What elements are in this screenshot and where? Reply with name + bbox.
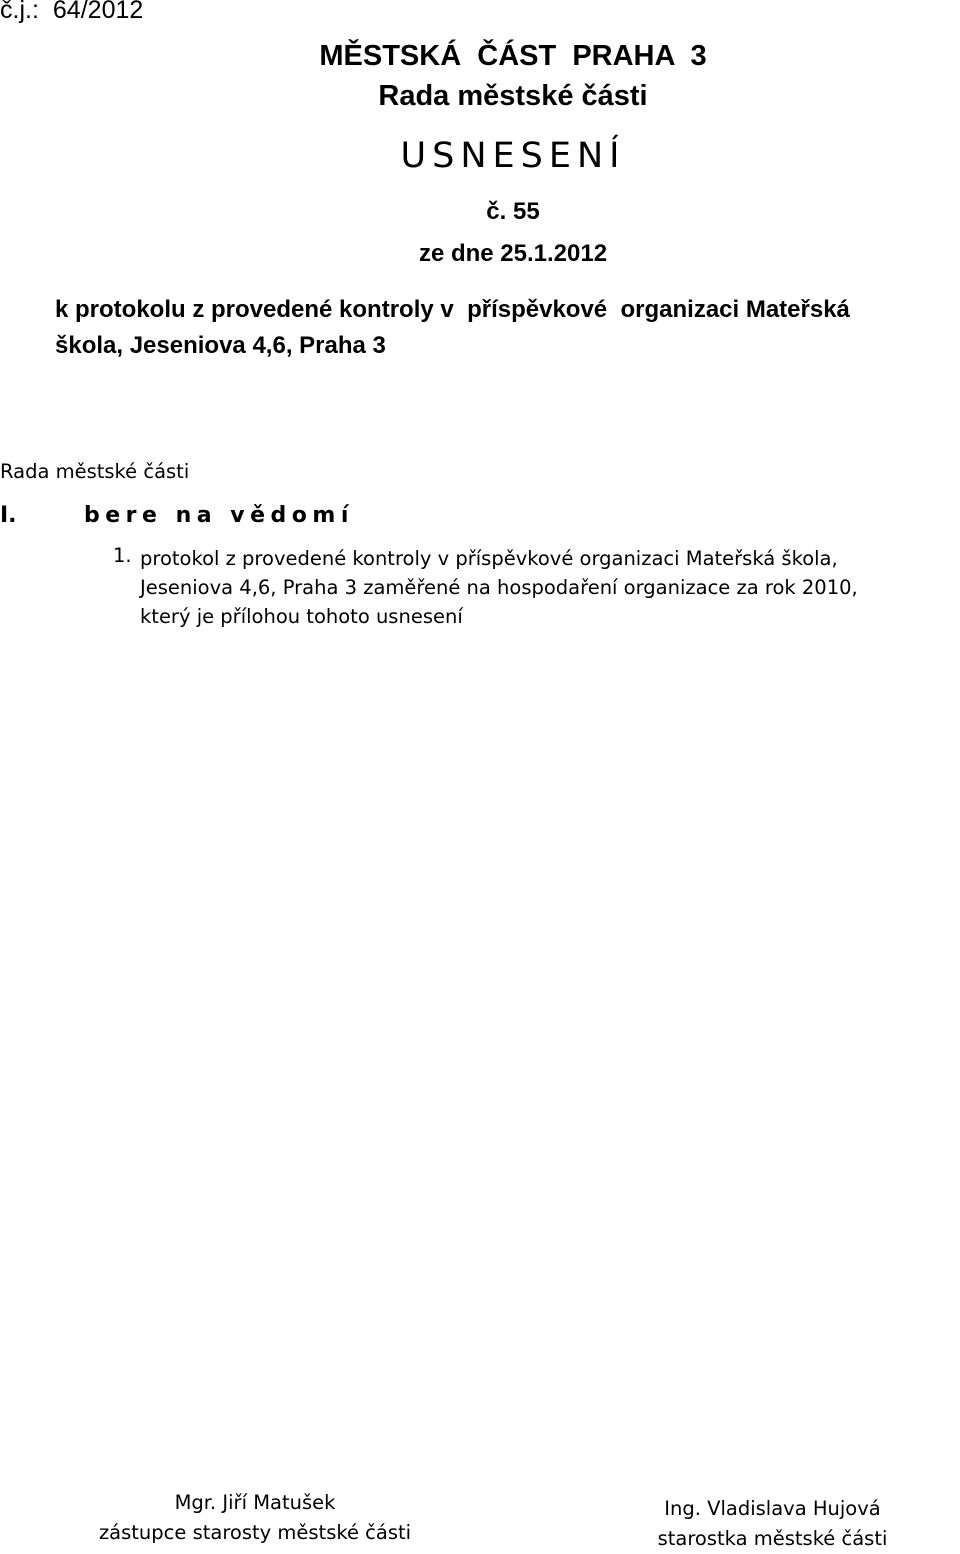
signatory-role-right: starostka městské části	[657, 1527, 888, 1550]
resolution-date: ze dne 25.1.2012	[418, 240, 608, 267]
section-heading: bere na vědomí	[84, 503, 354, 528]
municipality-title: MĚSTSKÁ ČÁST PRAHA 3	[319, 40, 707, 72]
item-number: 1.	[113, 544, 132, 567]
resolution-subject	[55, 292, 960, 364]
document-type-title: USNESENÍ	[400, 136, 626, 176]
issuing-body: Rada městské části	[0, 460, 190, 483]
subject-line-1: k protokolu z provedené kontroly v příspěvkové organizaci Mateřská	[55, 296, 850, 323]
signatory-role-left: zástupce starosty městské části	[98, 1521, 412, 1544]
item-text-line-1: protokol z provedené kontroly v příspěvkové organizaci Mateřská škola,	[140, 547, 838, 570]
signatory-name-left: Mgr. Jiří Matušek	[174, 1491, 336, 1514]
subject-line-2: škola, Jeseniova 4,6, Praha 3	[55, 332, 386, 359]
case-number-label: č.j.:	[0, 0, 39, 24]
signature-block-right	[640, 1494, 905, 1554]
resolution-number: č. 55	[486, 198, 540, 225]
item-text-line-2: Jeseniova 4,6, Praha 3 zaměřené na hospodaření organizace za rok 2010,	[140, 576, 858, 599]
case-number-value: 64/2012	[52, 0, 144, 24]
case-number	[0, 0, 143, 25]
council-title: Rada městské části	[378, 80, 648, 112]
signature-block-left	[90, 1488, 420, 1548]
item-text-line-3: který je přílohou tohoto usnesení	[140, 605, 463, 628]
section-number: I.	[0, 503, 17, 528]
item-text	[140, 544, 940, 631]
signatory-name-right: Ing. Vladislava Hujová	[664, 1497, 881, 1520]
